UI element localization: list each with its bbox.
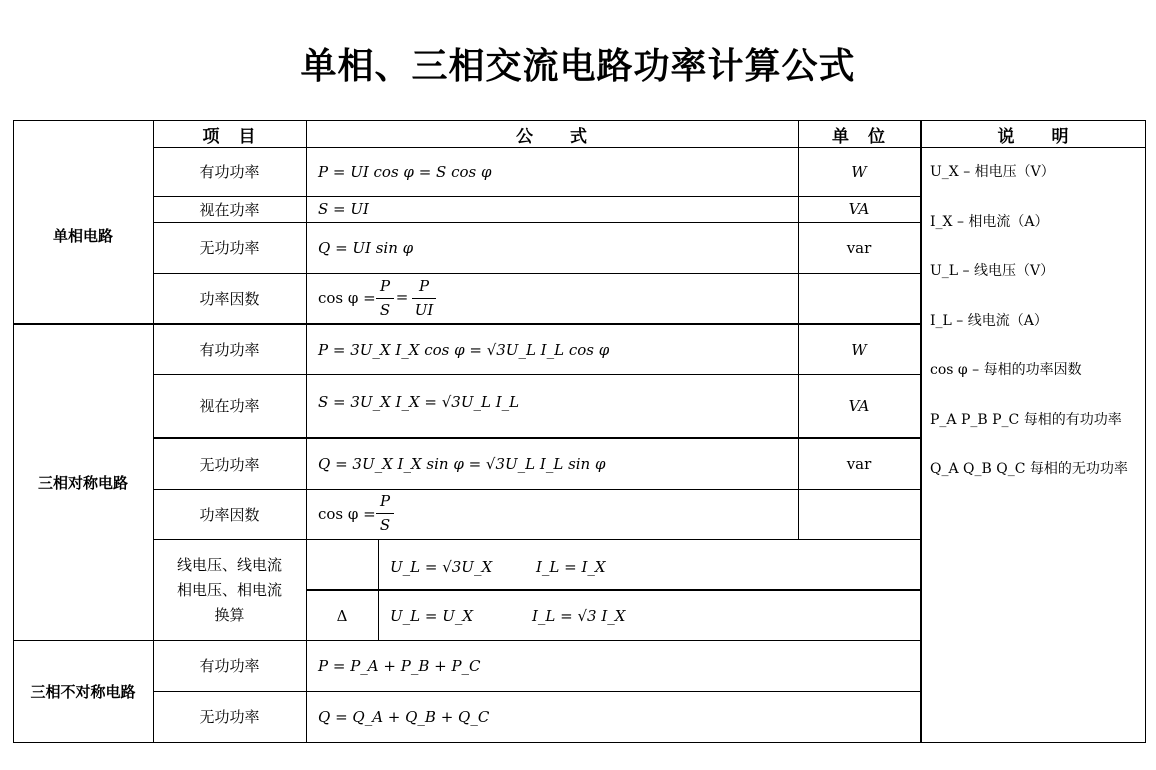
item-label: 有功功率 [199, 341, 260, 359]
header-note: 说 明 [997, 126, 1070, 147]
item-label: 有功功率 [199, 657, 260, 675]
group-three-phase-symmetric: 三相对称电路 [37, 474, 128, 492]
group-three-phase-asymmetric: 三相不对称电路 [30, 682, 136, 701]
unit: W [851, 162, 867, 181]
fraction-denominator: UI [414, 301, 434, 319]
delta-voltage-formula: U_L = U_X [390, 606, 474, 625]
note-item: U_X – 相电压（V） [930, 164, 1055, 180]
note-item: I_X – 相电流（A） [930, 213, 1049, 230]
group-single-phase: 单相电路 [52, 226, 113, 245]
note-item: I_L – 线电流（A） [930, 312, 1048, 329]
delta-connection-symbol: Δ [336, 606, 348, 625]
header-item: 项 目 [202, 126, 257, 147]
conversion-label-line: 相电压、相电流 [176, 580, 282, 599]
formula: P = UI cos φ = S cos φ [318, 162, 492, 181]
item-label: 无功功率 [199, 239, 260, 257]
note-item: Q_A Q_B Q_C 每相的无功功率 [930, 461, 1128, 477]
formula: P = 3U_X I_X cos φ = √3U_L I_L cos φ [318, 340, 610, 359]
unit: VA [848, 200, 870, 218]
unit: var [846, 455, 872, 473]
fraction-numerator: P [418, 277, 430, 295]
formula: Q = UI sin φ [318, 238, 414, 257]
formula: S = 3U_X I_X = √3U_L I_L [318, 393, 520, 411]
star-voltage-formula: U_L = √3U_X [390, 557, 493, 576]
note-item: P_A P_B P_C 每相的有功功率 [930, 411, 1122, 428]
notes-list [930, 155, 1140, 502]
note-item: cos φ – 每相的功率因数 [930, 362, 1082, 378]
item-label: 无功功率 [199, 708, 260, 726]
note-item: U_L – 线电压（V） [930, 263, 1055, 279]
conversion-label [153, 540, 306, 640]
header-formula: 公 式 [516, 126, 588, 147]
item-label: 功率因数 [199, 289, 260, 308]
conversion-label-line: 线电压、线电流 [176, 555, 282, 574]
equals-sign: = [395, 288, 409, 306]
conversion-label-line: 换算 [214, 605, 245, 624]
formula-lhs: cos φ = [318, 289, 376, 307]
delta-current-formula: I_L = √3 I_X [532, 606, 626, 625]
fraction-denominator: S [379, 516, 391, 534]
item-label: 无功功率 [199, 455, 260, 474]
item-label: 有功功率 [199, 163, 260, 181]
unit: var [846, 238, 872, 257]
unit: W [851, 340, 867, 359]
star-connection-symbol [306, 540, 378, 589]
fraction-denominator: S [379, 301, 391, 319]
formula: S = UI [318, 200, 369, 218]
item-label: 视在功率 [199, 200, 260, 219]
unit: VA [848, 396, 870, 415]
fraction-numerator: P [379, 492, 391, 510]
formula: Q = 3U_X I_X sin φ = √3U_L I_L sin φ [318, 455, 606, 473]
header-unit: 单 位 [832, 126, 886, 147]
formula-lhs: cos φ = [318, 505, 376, 523]
item-label: 视在功率 [199, 397, 260, 415]
star-current-formula: I_L = I_X [536, 557, 606, 576]
formula: Q = Q_A + Q_B + Q_C [318, 707, 490, 726]
item-label: 功率因数 [199, 505, 260, 524]
fraction-numerator: P [379, 277, 391, 295]
page-title: 单相、三相交流电路功率计算公式 [300, 45, 856, 87]
formula: P = P_A + P_B + P_C [318, 656, 481, 675]
